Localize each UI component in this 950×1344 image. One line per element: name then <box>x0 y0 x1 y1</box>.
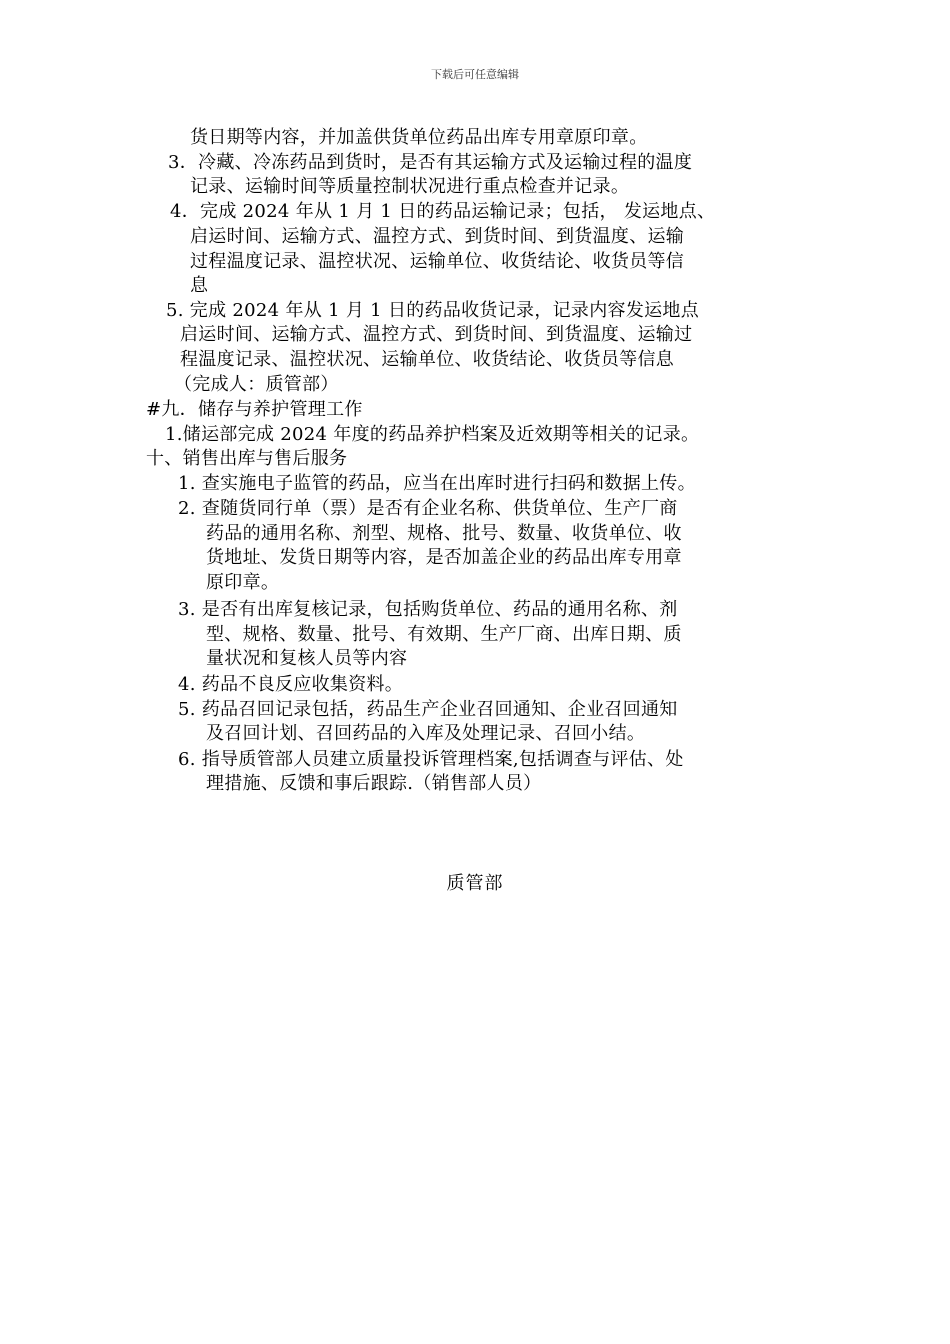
text-line: 药品的通用名称、剂型、规格、批号、数量、收货单位、收 <box>206 523 682 544</box>
text-line: 息 <box>190 275 209 296</box>
text-line: 原印章。 <box>206 572 280 593</box>
text-line: 记录、运输时间等质量控制状况进行重点检查并记录。 <box>190 176 630 197</box>
text-line: 量状况和复核人员等内容 <box>206 648 408 669</box>
text-line: 4. 药品不良反应收集资料。 <box>178 674 404 695</box>
text-line: 过程温度记录、温控状况、运输单位、收货结论、收货员等信 <box>190 251 685 272</box>
text-line: 1. 查实施电子监管的药品，应当在出库时进行扫码和数据上传。 <box>178 473 696 494</box>
text-line: 6. 指导质管部人员建立质量投诉管理档案,包括调查与评估、处 <box>178 749 684 770</box>
section-heading: #九．储存与养护管理工作 <box>146 399 363 420</box>
text-line: 理措施、反馈和事后跟踪.（销售部人员） <box>206 773 542 794</box>
text-line: 启运时间、运输方式、温控方式、到货时间、到货温度、运输 <box>190 226 685 247</box>
text-line: 3. 是否有出库复核记录，包括购货单位、药品的通用名称、剂 <box>178 599 678 620</box>
text-line: 程温度记录、温控状况、运输单位、收货结论、收货员等信息 <box>180 349 675 370</box>
text-line: （完成人：质管部） <box>174 374 339 395</box>
text-line: 货地址、发货日期等内容，是否加盖企业的药品出库专用章 <box>206 547 682 568</box>
text-line: 启运时间、运输方式、温控方式、到货时间、到货温度、运输过 <box>180 324 693 345</box>
text-line: 1.储运部完成 2024 年度的药品养护档案及近效期等相关的记录。 <box>165 424 700 445</box>
section-heading: 十、销售出库与售后服务 <box>146 448 348 469</box>
page-header: 下载后可任意编辑 <box>431 68 519 81</box>
text-line: 5. 完成 2024 年从 1 月 1 日的药品收货记录，记录内容发运地点 <box>166 300 700 321</box>
text-line: 4．完成 2024 年从 1 月 1 日的药品运输记录；包括， 发运地点、 <box>170 201 716 222</box>
text-line: 3．冷藏、冷冻药品到货时，是否有其运输方式及运输过程的温度 <box>168 152 693 173</box>
text-line: 及召回计划、召回药品的入库及处理记录、召回小结。 <box>206 723 646 744</box>
text-line: 型、规格、数量、批号、有效期、生产厂商、出库日期、质 <box>206 624 682 645</box>
text-line: 5. 药品召回记录包括，药品生产企业召回通知、企业召回通知 <box>178 699 678 720</box>
text-line: 货日期等内容，并加盖供货单位药品出库专用章原印章。 <box>190 127 648 148</box>
signature-department: 质管部 <box>446 873 504 894</box>
text-line: 2. 查随货同行单（票）是否有企业名称、供货单位、生产厂商 <box>178 498 678 519</box>
